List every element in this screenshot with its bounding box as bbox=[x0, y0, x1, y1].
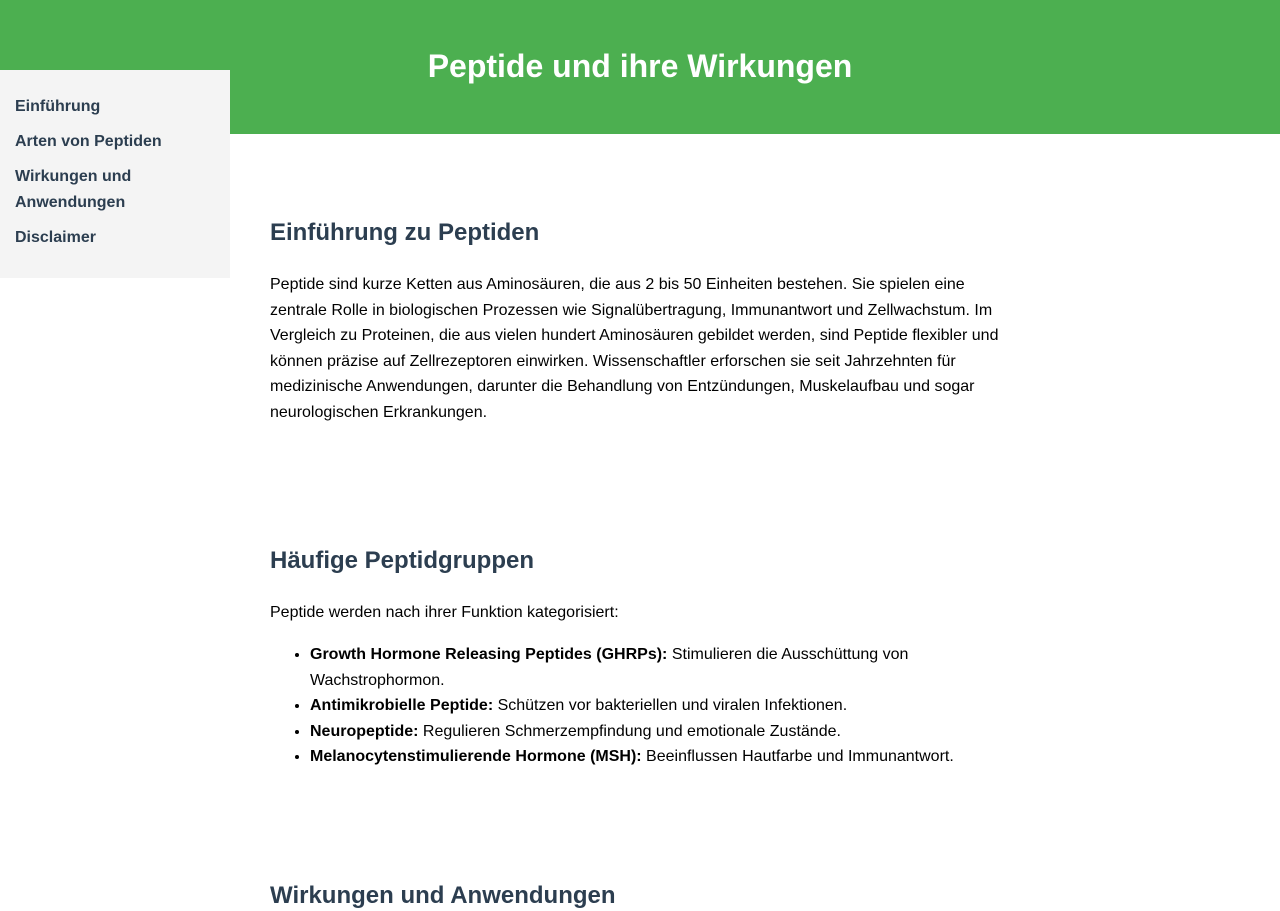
list-item-term: Growth Hormone Releasing Peptides (GHRPs): bbox=[310, 646, 668, 663]
sidebar-nav bbox=[0, 70, 230, 278]
list-item-term: Antimikrobielle Peptide: bbox=[310, 697, 494, 715]
section-title-intro: Einführung zu Peptiden bbox=[270, 219, 540, 246]
section-intro-groups: Peptide werden nach ihrer Funktion kategorisiert: bbox=[270, 604, 619, 621]
sidebar-item bbox=[15, 129, 215, 155]
section-title-groups: Häufige Peptidgruppen bbox=[270, 547, 534, 574]
list-item-desc: Schützen vor bakteriellen und viralen Infektionen. bbox=[493, 697, 848, 715]
sidebar-item bbox=[15, 225, 215, 251]
page-title: Peptide und ihre Wirkungen bbox=[427, 48, 853, 84]
sidebar-link-arten[interactable]: Arten von Peptiden bbox=[15, 133, 162, 150]
sidebar-list bbox=[15, 94, 215, 251]
list-item bbox=[310, 719, 1010, 745]
list-item-term: Neuropeptide: bbox=[310, 722, 419, 740]
sidebar-link-wirkungen[interactable]: Wirkungen und Anwendungen bbox=[15, 168, 132, 211]
list-item bbox=[310, 642, 1010, 693]
section-title-effects: Wirkungen und Anwendungen bbox=[270, 882, 616, 909]
peptide-group-list bbox=[270, 642, 1010, 770]
list-item-desc: Stimulieren die Ausschüttung von Wachstrophormon. bbox=[310, 646, 909, 689]
list-item bbox=[310, 693, 1010, 719]
list-item-term: Melanocytenstimulierende Hormone (MSH): bbox=[310, 748, 642, 766]
sidebar-link-disclaimer[interactable]: Disclaimer bbox=[15, 229, 96, 246]
list-item-desc: Beeinflussen Hautfarbe und Immunantwort. bbox=[641, 748, 954, 766]
sidebar-item bbox=[15, 94, 215, 120]
sidebar-link-einfuehrung[interactable]: Einführung bbox=[15, 98, 101, 115]
list-item-desc: Regulieren Schmerzempfindung und emotionale Zustände. bbox=[418, 722, 841, 740]
list-item bbox=[310, 744, 1010, 770]
section-text-intro: Peptide sind kurze Ketten aus Aminosäuren, die aus 2 bis 50 Einheiten bestehen. Sie spielen eine zentrale Rolle in biologischen Prozessen wie Signalübertragung, Immunantwort und Zellwachstum. Im Vergleich zu Proteinen, die aus vielen hundert Aminosäuren gebildet werden, sind Peptide flexibler und können präzise auf Zellrezeptoren einwirken. Wissenschaftler erforschen sie seit Jahrzehnten für medizinische Anwendungen, darunter die Behandlung von Entzündungen, Muskelaufbau und sogar neurologischen Erkrankungen. bbox=[270, 276, 999, 421]
sidebar-item bbox=[15, 164, 215, 216]
